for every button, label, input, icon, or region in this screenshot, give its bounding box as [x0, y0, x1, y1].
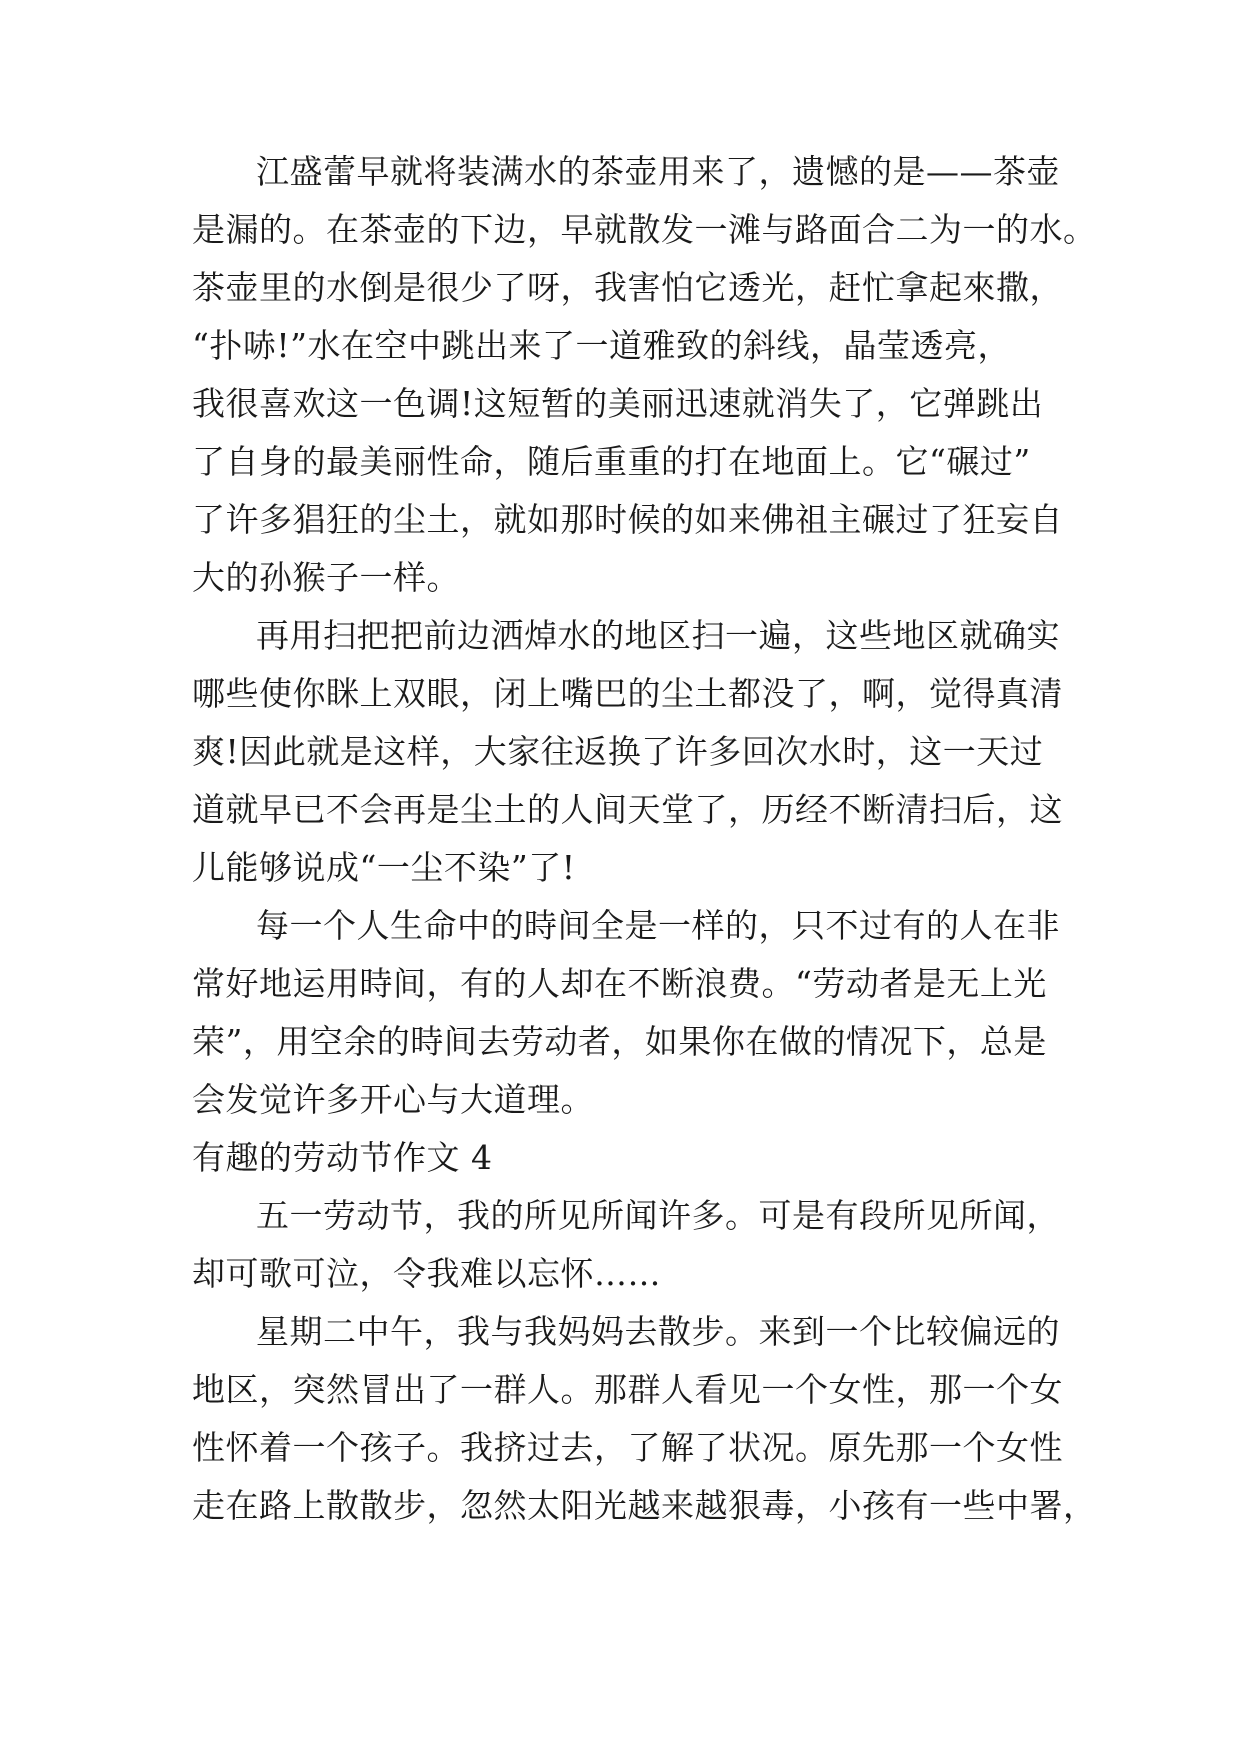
paragraph-line: 星期二中午，我与我妈妈去散步。来到一个比较偏远的 [256, 1312, 1060, 1351]
paragraph-line: 荣”，用空余的時间去劳动者，如果你在做的情况下，总是 [192, 1022, 1047, 1061]
paragraph-line: 爽!因此就是这样，大家往返换了许多回次水时，这一天过 [192, 732, 1044, 771]
paragraph-line: 性怀着一个孩子。我挤过去，了解了状况。原先那一个女性 [192, 1428, 1063, 1467]
paragraph-line: 再用扫把把前边洒焯水的地区扫一遍，这些地区就确实 [256, 616, 1060, 655]
paragraph-line: 五一劳动节，我的所见所闻许多。可是有段所见所闻， [256, 1196, 1060, 1235]
paragraph-line: 却可歌可泣，令我难以忘怀…… [192, 1254, 661, 1293]
paragraph-line: 走在路上散散步，忽然太阳光越来越狠毒，小孩有一些中署， [192, 1486, 1097, 1525]
paragraph-line: 我很喜欢这一色调!这短暂的美丽迅速就消失了，它弹跳出 [192, 384, 1044, 423]
paragraph-line: 茶壶里的水倒是很少了呀，我害怕它透光，赶忙拿起來撒， [192, 268, 1063, 307]
paragraph-line: 道就早已不会再是尘土的人间天堂了，历经不断清扫后，这 [192, 790, 1063, 829]
paragraph-line: 了自身的最美丽性命，随后重重的打在地面上。它“碾过” [192, 442, 1031, 481]
paragraph-line: 大的孙猴子一样。 [192, 558, 460, 597]
section-heading: 有趣的劳动节作文 4 [192, 1138, 493, 1177]
paragraph-line: 是漏的。在茶壶的下边，早就散发一滩与路面合二为一的水。 [192, 210, 1097, 249]
paragraph-line: 哪些使你眯上双眼，闭上嘴巴的尘土都没了，啊，觉得真清 [192, 674, 1063, 713]
paragraph-line: 常好地运用時间，有的人却在不断浪费。“劳动者是无上光 [192, 964, 1047, 1003]
paragraph-line: 江盛蕾早就将装满水的茶壶用来了，遗憾的是——茶壶 [256, 152, 1060, 191]
paragraph-line: 儿能够说成“一尘不染”了! [192, 848, 576, 887]
paragraph-line: 地区，突然冒出了一群人。那群人看见一个女性，那一个女 [192, 1370, 1063, 1409]
paragraph-line: 会发觉许多开心与大道理。 [192, 1080, 594, 1119]
paragraph-line: “扑哧!”水在空中跳出来了一道雅致的斜线，晶莹透亮， [192, 326, 1012, 365]
paragraph-line: 了许多猖狂的尘土，就如那时候的如来佛祖主碾过了狂妄自 [192, 500, 1063, 539]
paragraph-line: 每一个人生命中的時间全是一样的，只不过有的人在非 [256, 906, 1060, 945]
